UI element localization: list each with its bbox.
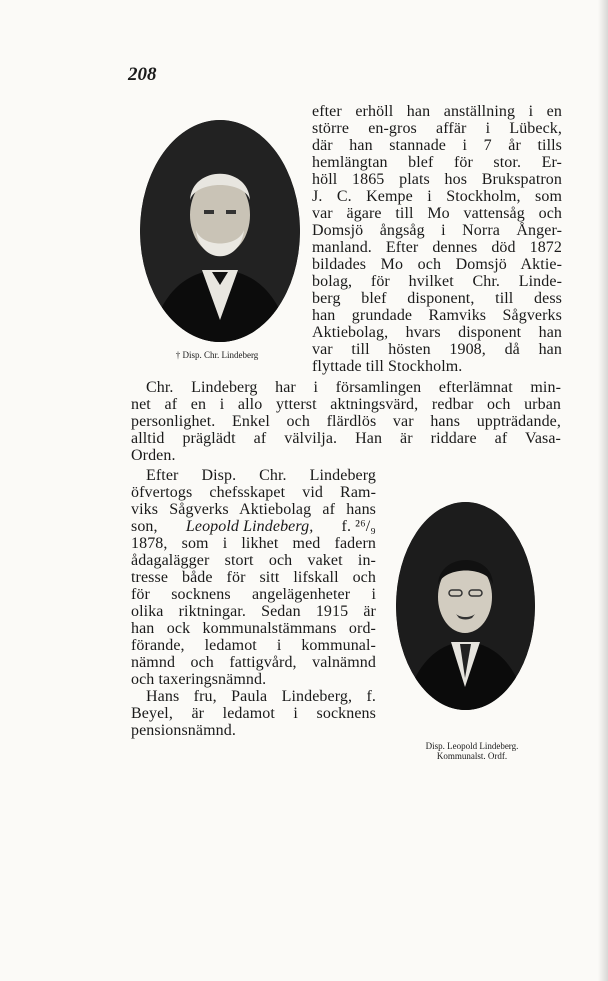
text-line: hemlängtan blef för stor. Er- (312, 154, 562, 171)
text-fragment: son, (131, 518, 158, 535)
text-line: där han stannade i 7 år tills (312, 137, 562, 154)
text-line: höll 1865 plats hos Brukspatron (312, 171, 562, 188)
leopold-name: Leopold Lindeberg, (185, 518, 314, 535)
text-line: tresse både för sitt lifskall och (131, 569, 376, 586)
text-line: öfvertogs chefsskapet vid Ram- (131, 484, 376, 501)
text-line: bildades Mo och Domsjö Aktie- (312, 256, 562, 273)
text-line: Beyel, är ledamot i socknens (131, 705, 376, 722)
page-edge (598, 0, 608, 981)
portrait-chr-lindeberg (140, 120, 300, 342)
page-number: 208 (128, 64, 157, 85)
text-line (131, 519, 376, 535)
text-line: Efter Disp. Chr. Lindeberg (146, 467, 376, 484)
portrait-chr-lindeberg-image (140, 120, 300, 342)
text-line: olika riktningar. Sedan 1915 är (131, 603, 376, 620)
text-line: han grundade Ramviks Sågverks (312, 307, 562, 324)
text-line: alltid präglädt af välvilja. Han är riddare af Vasa- (131, 430, 561, 447)
text-line: bolag, för hvilket Chr. Linde- (312, 273, 562, 290)
text-line: förande, ledamot i kommunal- (131, 637, 376, 654)
text-line: efter erhöll han anställning i en (312, 103, 562, 120)
text-line: J. C. Kempe i Stockholm, som (312, 188, 562, 205)
caption-leopold-lindeberg (402, 741, 542, 761)
portrait-leopold-lindeberg (396, 502, 535, 710)
text-line: Orden. (131, 447, 176, 464)
text-line: manland. Efter dennes död 1872 (312, 239, 562, 256)
text-line: 1878, som i likhet med fadern (131, 535, 376, 552)
text-line: ådagalägger stort och vaket in- (131, 552, 376, 569)
text-line: net af en i allo ytterst aktningsvärd, redbar och urban (131, 396, 561, 413)
birth-date: f. ²⁶/₉ (341, 518, 376, 535)
caption-chr-lindeberg: † Disp. Chr. Lindeberg (175, 350, 259, 360)
text-line: var till hösten 1908, då han (312, 341, 562, 358)
text-line: personlighet. Enkel och flärdlös var hans uppträdande, (131, 413, 561, 430)
text-line: viks Sågverks Aktiebolag af hans (131, 501, 376, 518)
portrait-leopold-lindeberg-image (396, 502, 535, 710)
text-line: större en-gros affär i Lübeck, (312, 120, 562, 137)
text-line: Domsjö ångsåg i Norra Ånger- (312, 222, 562, 239)
text-line: pensionsnämnd. (131, 722, 236, 739)
text-line: han ock kommunalstämmans ord- (131, 620, 376, 637)
caption-line: Kommunalst. Ordf. (436, 751, 508, 761)
text-line: flyttade till Stockholm. (312, 358, 463, 375)
text-line: var ägare till Mo vattensåg och (312, 205, 562, 222)
text-line: och taxeringsnämnd. (131, 671, 267, 688)
text-line: för socknens angelägenheter i (131, 586, 376, 603)
text-line: nämnd och fattigvård, valnämnd (131, 654, 376, 671)
text-line: Hans fru, Paula Lindeberg, f. (146, 688, 376, 705)
text-line: berg blef disponent, till dess (312, 290, 562, 307)
text-line: Chr. Lindeberg har i församlingen efterlämnat min- (146, 379, 561, 396)
text-line: Aktiebolag, hvars disponent han (312, 324, 562, 341)
caption-line: Disp. Leopold Lindeberg. (425, 741, 519, 751)
